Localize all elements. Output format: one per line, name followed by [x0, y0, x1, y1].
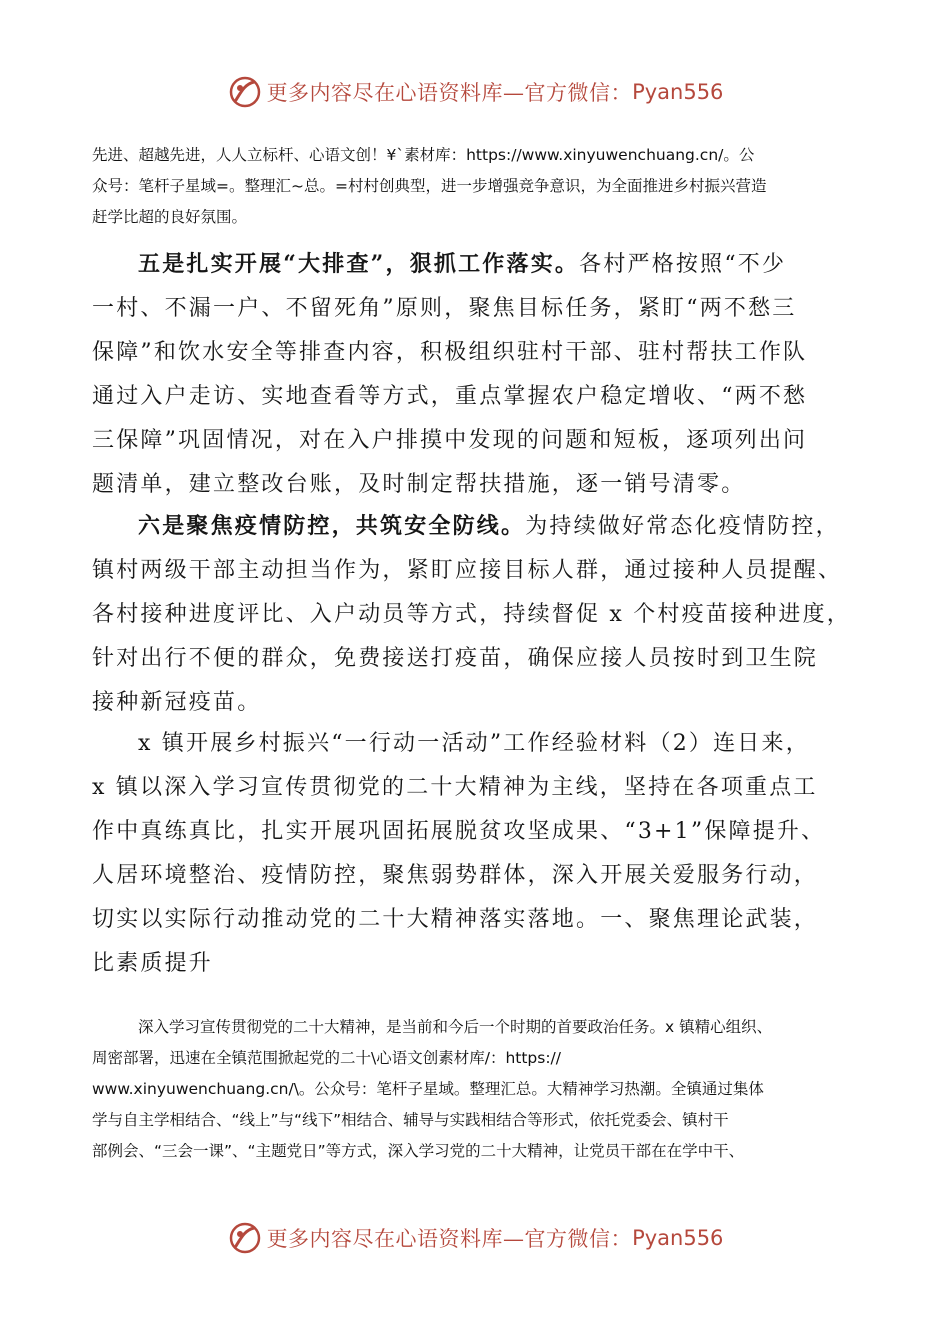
paragraph-line: 人居环境整治、疫情防控，聚焦弱势群体，深入开展关爱服务行动， — [92, 863, 819, 888]
section-7-paragraph — [92, 722, 866, 986]
footer-watermark — [0, 1218, 950, 1258]
section-5-heading: 五是扎实开展“大排查”，狠抓工作落实。 — [138, 251, 580, 277]
paragraph-line: 六是聚焦疫情防控，共筑安全防线。为持续做好常态化疫情防控， — [138, 513, 840, 539]
bottom-note — [92, 1012, 862, 1167]
watermark-text: 更多内容尽在心语资料库—官方微信： — [266, 81, 633, 105]
bottom-note-line: 周密部署，迅速在全镇范围掀起党的二十\心语文创素材库/：https:// — [92, 1049, 562, 1067]
brand-logo-icon — [227, 74, 263, 110]
paragraph-line: 三保障”巩固情况，对在入户排摸中发现的问题和短板，逐项列出问 — [92, 428, 808, 453]
paragraph-line: 一村、不漏一户、不留死角”原则，聚焦目标任务，紧盯“两不愁三 — [92, 296, 797, 321]
section-6-heading: 六是聚焦疫情防控，共筑安全防线。 — [138, 513, 526, 539]
top-note-line: 赶学比超的良好氛围。 — [92, 208, 248, 226]
paragraph-line: 保障”和饮水安全等排查内容，积极组织驻村干部、驻村帮扶工作队 — [92, 340, 808, 365]
bottom-note-line: 学与自主学相结合、“线上”与“线下”相结合、辅导与实践相结合等形式，依托党委会、镇村干 — [92, 1111, 729, 1129]
paragraph-line: 各村接种进度评比、入户动员等方式，持续督促 x 个村疫苗接种进度， — [92, 602, 851, 627]
paragraph-line: 比素质提升 — [92, 951, 214, 976]
paragraph-line: 题清单，建立整改台账，及时制定帮扶措施，逐一销号清零。 — [92, 472, 746, 497]
paragraph-line: 针对出行不便的群众，免费接送打疫苗，确保应接人员按时到卫生院 — [92, 646, 819, 671]
paragraph-line: x 镇以深入学习宣传贯彻党的二十大精神为主线，坚持在各项重点工 — [92, 775, 818, 800]
paragraph-line: 五是扎实开展“大排查”，狠抓工作落实。各村严格按照“不少 — [138, 251, 787, 277]
top-note-line: 先进、超越先进，人人立标杆、心语文创！¥`素材库：https://www.xinyuwenchuang.cn/。公 — [92, 146, 755, 164]
header-watermark — [0, 72, 950, 112]
bottom-note-line: www.xinyuwenchuang.cn/\。公众号：笔杆子星域。整理汇总。大精神学习热潮。全镇通过集体 — [92, 1080, 764, 1098]
section-5-paragraph — [92, 242, 866, 507]
bottom-note-line: 部例会、“三会一课”、“主题党日”等方式，深入学习党的二十大精神，让党员干部在在学中干、 — [92, 1142, 745, 1160]
paragraph-line: x 镇开展乡村振兴“一行动一活动”工作经验材料（2）连日来， — [138, 731, 810, 756]
top-note — [92, 140, 862, 233]
paragraph-line: 接种新冠疫苗。 — [92, 690, 262, 715]
top-note-line: 众号：笔杆子星域=。整理汇~总。=村村创典型，进一步增强竞争意识，为全面推进乡村振兴营造 — [92, 177, 767, 195]
watermark-wechat-id: Pyan556 — [632, 80, 724, 104]
paragraph-line: 通过入户走访、实地查看等方式，重点掌握农户稳定增收、“两不愁 — [92, 384, 808, 409]
paragraph-line: 切实以实际行动推动党的二十大精神落实落地。一、聚焦理论武装， — [92, 907, 819, 932]
section-6-paragraph — [92, 504, 866, 725]
watermark-wechat-id: Pyan556 — [632, 1226, 724, 1250]
bottom-note-line: 深入学习宣传贯彻党的二十大精神，是当前和今后一个时期的首要政治任务。x 镇精心组织、 — [138, 1018, 773, 1036]
brand-logo-icon — [227, 1220, 263, 1256]
paragraph-line: 镇村两级干部主动担当作为，紧盯应接目标人群，通过接种人员提醒、 — [92, 558, 843, 583]
watermark-text: 更多内容尽在心语资料库—官方微信： — [266, 1227, 633, 1251]
paragraph-line: 作中真练真比，扎实开展巩固拓展脱贫攻坚成果、“3+1”保障提升、 — [92, 819, 826, 844]
